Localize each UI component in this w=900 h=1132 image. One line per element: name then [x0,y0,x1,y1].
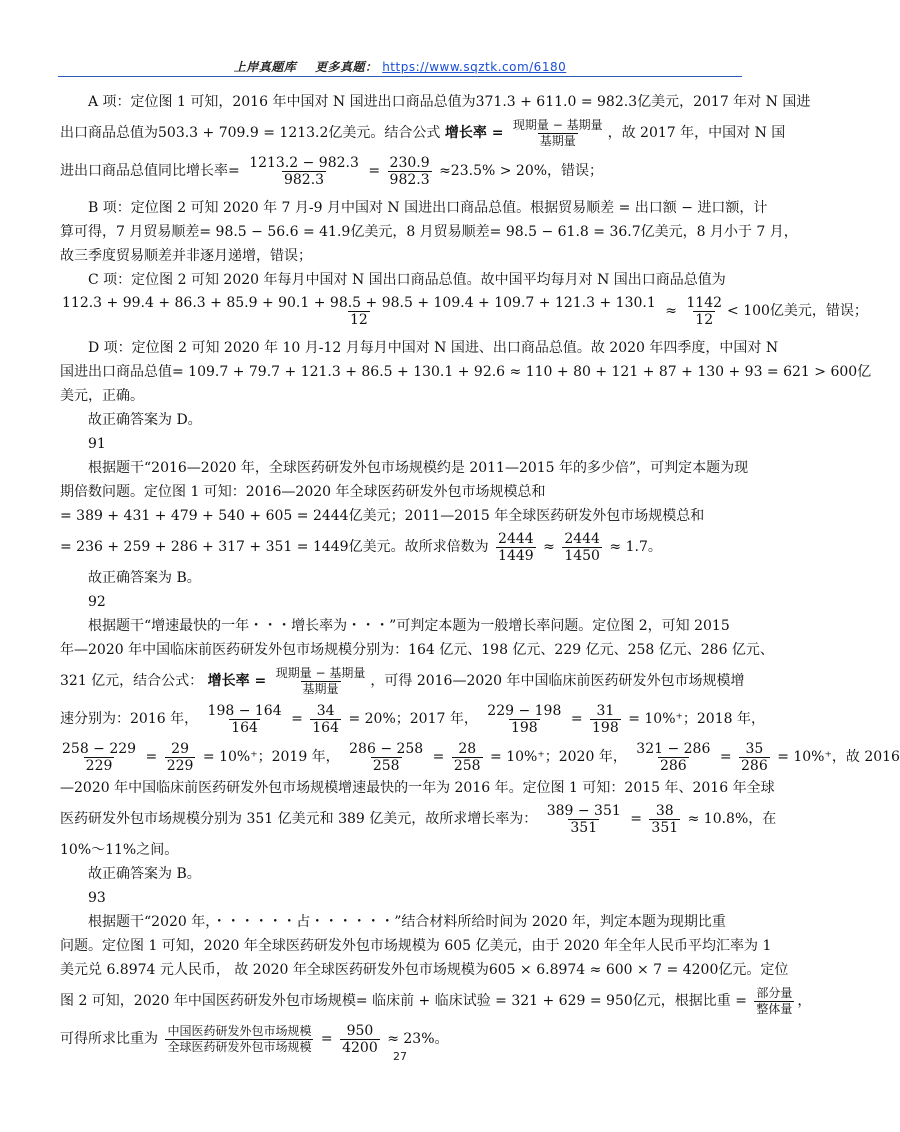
q93-line-4: 图 2 可知，2020 年中国医药研发外包市场规模= 临床前 + 临床试验 = 321 + 629 = 950亿元，根据比重 = $\frac{\text{部分量}}{\text{整体量}}$ ， [60,985,812,1016]
option-d [60,336,872,408]
question-number-91: 91 [88,436,106,452]
fraction: $\frac{2444}{1450}$ [564,530,600,564]
header-url-link[interactable]: https://www.sqztk.com/6180 [382,60,567,74]
fraction: $\frac{230.9}{982.3}$ [389,154,430,188]
q92-line-7: 医药研发外包市场规模分别为 351 亿美元和 389 亿美元，故所求增长率为： $\frac{389 - 351}{351}$ = $\frac{38}{351}$ ≈ 10.8%，在 [60,802,777,836]
header-divider [58,76,742,77]
fraction: $\frac{198 - 164}{164}$ [207,702,282,736]
page-header [0,58,800,75]
fraction: $\frac{286 - 258}{258}$ [349,740,424,774]
option-a-line-1: A 项：定位图 1 可知，2016 年中国对 N 国进出口商品总值为371.3 + 611.0 = 982.3亿美元，2017 年对 N 国进 [88,94,811,110]
fraction: $\frac{258 - 229}{229}$ [62,740,137,774]
q93-line-2: 问题。定位图 1 可知，2020 年全球医药研发外包市场规模为 605 亿美元，由于 2020 年全年人民币平均汇率为 1 [60,938,772,954]
option-b [60,196,798,268]
fraction: $\frac{28}{258}$ [453,740,481,774]
question-number-93: 93 [88,890,106,906]
fraction: $\frac{29}{229}$ [166,740,194,774]
q93-line-5: 可得所求比重为 $\frac{\text{中国医药研发外包市场规模}}{\text{全球医药研发外包市场规模}}$ = $\frac{950}{4200}$ ≈ 23%。 [60,1022,449,1056]
fraction: $\frac{321 - 286}{286}$ [636,740,711,774]
q92-line-8: 10%～11%之间。 [60,842,179,858]
answer-91: 故正确答案为 B。 [88,570,201,586]
q92-line-2: 年—2020 年中国临床前医药研发外包市场规模分别为：164 亿元、198 亿元、229 亿元、258 亿元、286 亿元、 [60,642,774,658]
option-c-line-1: C 项：定位图 2 可知 2020 年每月中国对 N 国出口商品总值。故中国平均每月对 N 国出口商品总值为 [88,272,726,288]
fraction: $\frac{31}{198}$ [592,702,619,736]
q92-line-4: 速分别为：2016 年， $\frac{198 - 164}{164}$ = $\frac{34}{164}$ = 20%；2017 年， $\frac{229 - 198}{198}$ = $\frac{31}{198}$ = 10%⁺；2018 年， [60,702,765,736]
fraction: $\frac{35}{286}$ [741,740,768,774]
answer-92: 故正确答案为 B。 [88,866,201,882]
q92-line-5: $\frac{258 - 229}{229}$ = $\frac{29}{229}$ = 10%⁺；2019 年， $\frac{286 - 258}{258}$ = $\frac{28}{258}$ = 10%⁺；2020 年， $\frac{321 - 286}{286}$ = $\frac{35}{286}$ = 10%⁺，故 2016 [62,740,900,774]
fraction: $\frac{1213.2 - 982.3}{982.3}$ [249,154,359,188]
fraction: $\frac{389 - 351}{351}$ [546,802,621,836]
q91-line-3: = 389 + 431 + 479 + 540 + 605 = 2444亿美元；2011—2015 年全球医药研发外包市场规模总和 [60,508,705,524]
option-a [60,90,811,190]
fraction: $\frac{2444}{1449}$ [498,530,534,564]
proportion-fraction: $\frac{\text{中国医药研发外包市场规模}}{\text{全球医药研发外包市场规模}}$ [167,1023,312,1054]
q93-line-3: 美元兑 6.8974 元人民币， 故 2020 年全球医药研发外包市场规模为605 × 6.8974 ≈ 600 × 7 = 4200亿元。定位 [60,962,789,978]
option-d-line-3: 美元，正确。 [60,388,144,404]
q92-line-1: 根据题干“增速最快的一年・・・增长率为・・・”可判定本题为一般增长率问题。定位图 2，可知 2015 [88,618,730,634]
fraction: $\frac{950}{4200}$ [342,1022,378,1056]
q91-line-2: 期倍数问题。定位图 1 可知：2016—2020 年全球医药研发外包市场规模总和 [60,484,546,500]
monthly-sum-fraction: 112.3 + 99.4 + 86.3 + 85.9 + 90.1 + 98.5 + 98.5 + 109.4 + 109.7 + 121.3 + 130.1 12 [62,294,656,328]
header-site: 上岸真题库 [233,60,297,74]
page-number: 27 [393,1050,407,1063]
fraction: $\frac{34}{164}$ [312,702,339,736]
document-body [60,90,900,1058]
growth-formula-fraction: $\frac{\text{现期量 − 基期量}}{\text{基期量}}$ [512,117,603,148]
fraction: $\frac{229 - 198}{198}$ [487,702,562,736]
fraction: $\frac{38}{351}$ [651,802,679,836]
option-a-line-3: 进出口商品总值同比增长率= $\frac{1213.2 - 982.3}{982.3}$ = $\frac{230.9}{982.3}$ ≈23.5% > 20%，错误； [60,154,604,188]
q91-line-1: 根据题干“2016—2020 年，全球医药研发外包市场规模约是 2011—2015 年的多少倍”，可判定本题为现 [88,460,749,476]
q92-line-3: 321 亿元，结合公式： 增长率 = $\frac{\text{现期量 − 基期量}}{\text{基期量}}$ ，可得 2016—2020 年中国临床前医药研发外包市场规模增 [60,665,745,696]
question-number-92: 92 [88,594,106,610]
answer-90: 故正确答案为 D。 [88,412,202,428]
proportion-formula-fraction: $\frac{\text{部分量}}{\text{整体量}}$ [756,985,793,1016]
q93-line-1: 根据题干“2020 年，・・・・・・占・・・・・・”结合材料所给时间为 2020 年，判定本题为现期比重 [88,914,726,930]
option-b-line-2: 算可得，7 月贸易顺差= 98.5 − 56.6 = 41.9亿美元，8 月贸易顺差= 98.5 − 61.8 = 36.7亿美元，8 月小于 7 月， [60,224,798,240]
option-a-line-2: 出口商品总值为503.3 + 709.9 = 1213.2亿美元。结合公式 增长率 = $\frac{\text{现期量 − 基期量}}{\text{基期量}}$ ，故 2017 年，中国对 N 国 [60,117,786,148]
header-more-label: 更多真题： [315,60,378,74]
fraction: $\frac{1142}{12}$ [686,294,723,328]
option-d-line-1: D 项：定位图 2 可知 2020 年 10 月-12 月每月中国对 N 国进、出口商品总值。故 2020 年四季度，中国对 N [88,340,779,356]
option-c-line-2: 112.3 + 99.4 + 86.3 + 85.9 + 90.1 + 98.5 + 98.5 + 109.4 + 109.7 + 121.3 + 130.1 12 ≈ $\frac{1142}{12}$ < 100亿美元，错误； [62,294,868,328]
q91-line-4: = 236 + 259 + 286 + 317 + 351 = 1449亿美元。故所求倍数为 $\frac{2444}{1449}$ ≈ $\frac{2444}{1450}$ ≈ 1.7。 [60,530,662,564]
option-d-line-2: 国进出口商品总值= 109.7 + 79.7 + 121.3 + 86.5 + 130.1 + 92.6 ≈ 110 + 80 + 121 + 87 + 130 + 93 = 621 > 600亿 [60,364,872,380]
option-b-line-3: 故三季度贸易顺差并非逐月递增，错误； [60,248,312,264]
growth-formula-fraction: $\frac{\text{现期量 − 基期量}}{\text{基期量}}$ [275,665,366,696]
option-b-line-1: B 项：定位图 2 可知 2020 年 7 月-9 月中国对 N 国进出口商品总值。根据贸易顺差 = 出口额 − 进口额，计 [88,200,768,216]
option-c [60,268,868,330]
q92-line-6: —2020 年中国临床前医药研发外包市场规模增速最快的一年为 2016 年。定位图 1 可知：2015 年、2016 年全球 [60,780,775,796]
